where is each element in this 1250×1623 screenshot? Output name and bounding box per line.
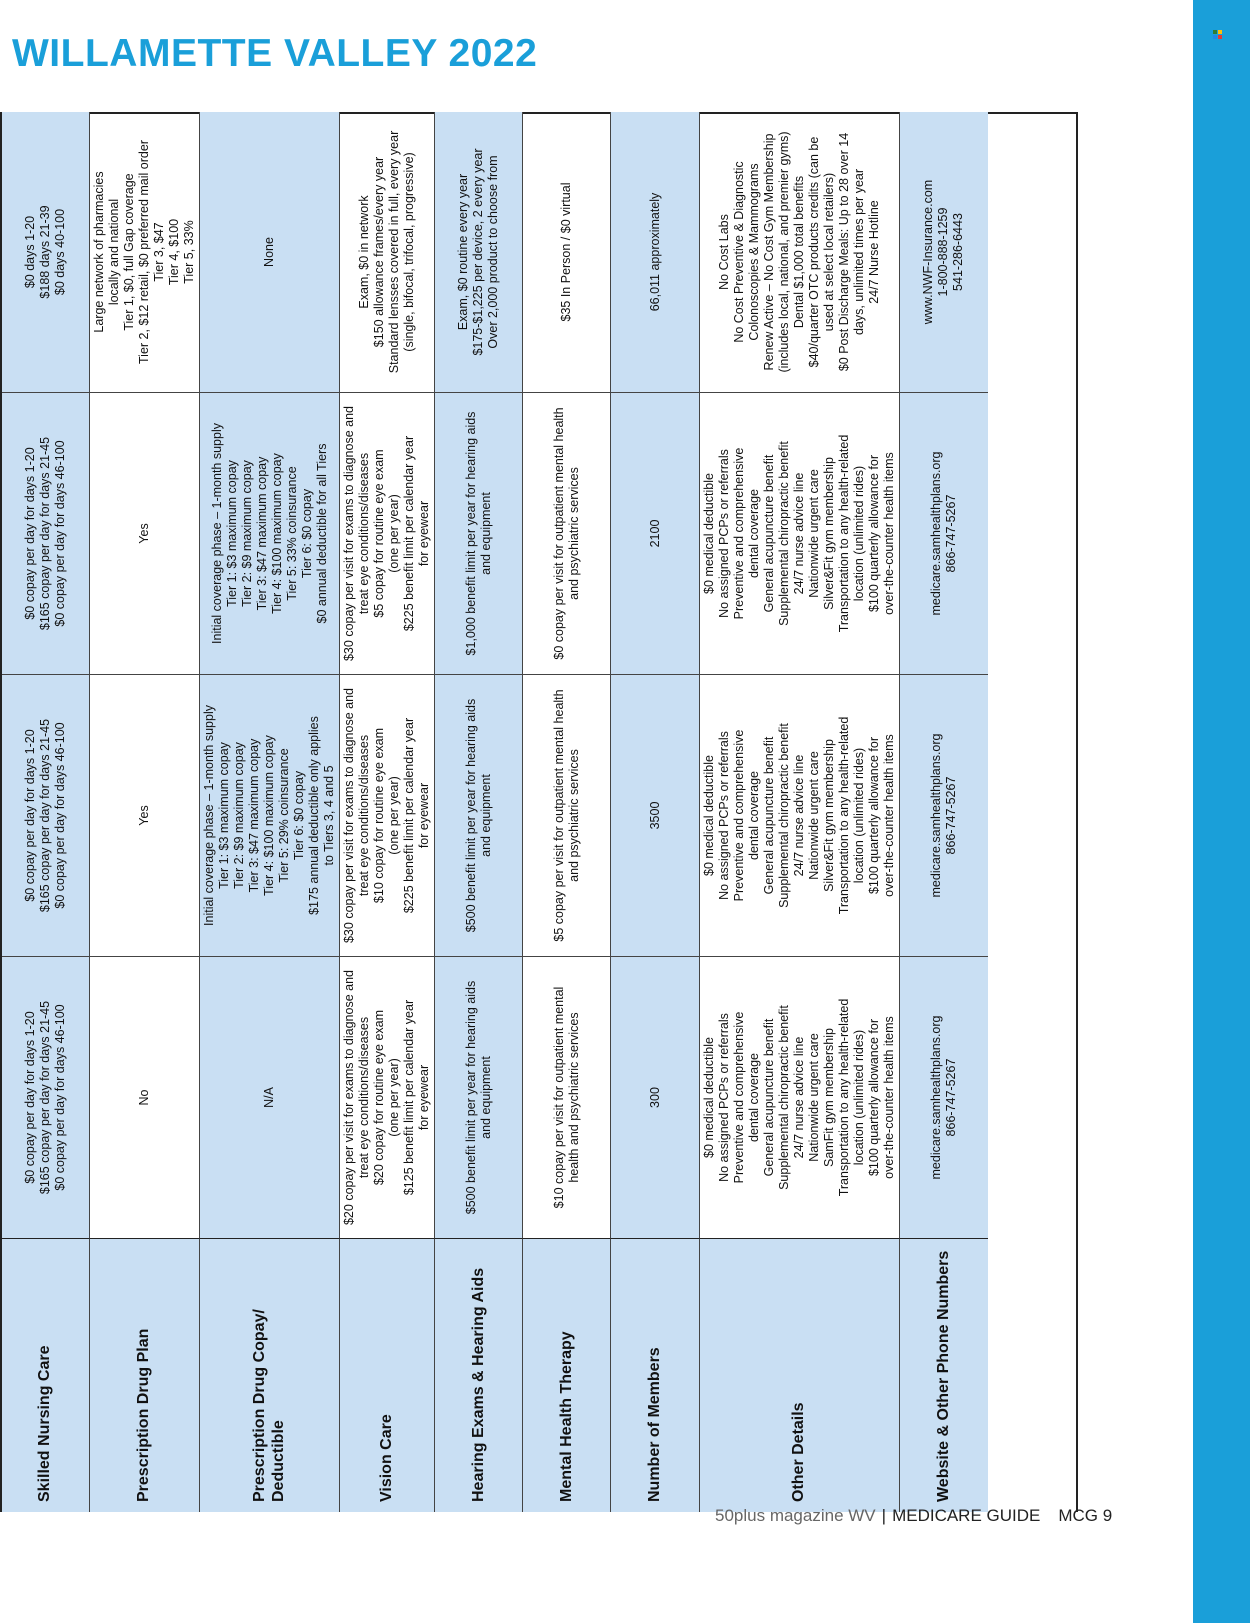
cell-skilled-nursing-care-plan-1: $0 copay per day for days 1-20 $165 copay per day for days 21-45 $0 copay per day for days 46-100 — [2, 956, 90, 1238]
footer-separator: | — [881, 1506, 887, 1525]
row-header-prescription-drug-copay-deductible: Prescription Drug Copay/ Deductible — [200, 1238, 340, 1512]
footer-page-number: MCG 9 — [1058, 1506, 1113, 1525]
cell-other-details-plan-2: $0 medical deductible No assigned PCPs or referrals Preventive and comprehensive dental coverage General acupuncture benefit Supplemental chiropractic benefit 24/7 nurse advice line Nationwide urgent care Silver&Fit gym membership Transportation to any health-related location (unlimited rides) $100 quarterly allowance for over-the-counter health items — [700, 674, 900, 956]
page-title: WILLAMETTE VALLEY 2022 — [12, 32, 538, 75]
cell-website-other-phone-numbers-plan-4: www.NWF-Insurance.com 1-800-888-1259 541-286-6443 — [900, 112, 988, 392]
cell-number-of-members-plan-1: 300 — [611, 956, 699, 1238]
cell-hearing-exams-hearing-aids-plan-3: $1,000 benefit limit per year for hearing aids and equipment — [435, 392, 523, 674]
cell-other-details-plan-3: $0 medical deductible No assigned PCPs or referrals Preventive and comprehensive dental coverage General acupuncture benefit Supplemental chiropractic benefit 24/7 nurse advice line Nationwide urgent care Silver&Fit gym membership Transportation to any health-related location (unlimited rides) $100 quarterly allowance for over-the-counter health items — [700, 392, 900, 674]
cell-prescription-drug-copay-deductible-plan-1: N/A — [200, 956, 340, 1238]
cell-prescription-drug-copay-deductible-plan-3: Initial coverage phase – 1-month supply Tier 1: $3 maximum copay Tier 2: $9 maximum copay Tier 3: $47 maximum copay Tier 4: $100 maximum copay Tier 5: 33% coinsurance Tier 6: $0 copay $0 annual deductible for all Tiers — [200, 392, 340, 674]
cell-prescription-drug-copay-deductible-plan-4: None — [200, 112, 340, 392]
comparison-table-frame — [0, 112, 1078, 1512]
page-footer — [715, 1506, 1112, 1526]
cell-prescription-drug-plan-plan-2: Yes — [90, 674, 200, 956]
cell-website-other-phone-numbers-plan-2: medicare.samhealthplans.org 866-747-5267 — [900, 674, 988, 956]
cell-hearing-exams-hearing-aids-plan-4: Exam, $0 routine every year $175-$1,225 per device, 2 every year Over 2,000 product to choose from — [435, 112, 523, 392]
cell-vision-care-plan-1: $20 copay per visit for exams to diagnose and treat eye conditions/diseases $20 copay for routine eye exam (one per year) $125 benefit limit per calendar year for eyewear — [340, 956, 435, 1238]
footer-magazine-name: 50plus magazine WV — [715, 1506, 876, 1525]
cell-skilled-nursing-care-plan-4: $0 days 1-20 $188 days 21-39 $0 days 40-100 — [2, 112, 90, 392]
cell-prescription-drug-plan-plan-1: No — [90, 956, 200, 1238]
row-header-vision-care: Vision Care — [340, 1238, 435, 1512]
row-header-number-of-members: Number of Members — [611, 1238, 699, 1512]
cell-hearing-exams-hearing-aids-plan-2: $500 benefit limit per year for hearing aids and equipment — [435, 674, 523, 956]
cell-vision-care-plan-3: $30 copay per visit for exams to diagnose and treat eye conditions/diseases $5 copay for routine eye exam (one per year) $225 benefit limit per calendar year for eyewear — [340, 392, 435, 674]
footer-section-name: MEDICARE GUIDE — [892, 1506, 1041, 1525]
medicare-plan-comparison-table — [0, 112, 1078, 1512]
row-header-prescription-drug-plan: Prescription Drug Plan — [90, 1238, 200, 1512]
cell-number-of-members-plan-3: 2100 — [611, 392, 699, 674]
cell-other-details-plan-4: No Cost Labs No Cost Preventive & Diagnostic Colonoscopies & Mammograms Renew Active – No Cost Gym Membership (includes local, national, and premier gyms) Dental $1,000 total benefits $40/quarter OTC products credits (can be used at select local retailers) $0 Post Discharge Meals: Up to 28 over 14 days, unlimited times per year 24/7 Nurse Hotline — [700, 112, 900, 392]
color-registration-mark-icon — [1213, 30, 1223, 40]
cell-mental-health-therapy-plan-2: $5 copay per visit for outpatient mental health and psychiatric services — [523, 674, 611, 956]
cell-prescription-drug-plan-plan-3: Yes — [90, 392, 200, 674]
right-color-band — [1193, 0, 1250, 1623]
row-header-other-details: Other Details — [700, 1238, 900, 1512]
cell-skilled-nursing-care-plan-2: $0 copay per day for days 1-20 $165 copay per day for days 21-45 $0 copay per day for days 46-100 — [2, 674, 90, 956]
cell-website-other-phone-numbers-plan-1: medicare.samhealthplans.org 866-747-5267 — [900, 956, 988, 1238]
cell-website-other-phone-numbers-plan-3: medicare.samhealthplans.org 866-747-5267 — [900, 392, 988, 674]
cell-mental-health-therapy-plan-3: $0 copay per visit for outpatient mental health and psychiatric services — [523, 392, 611, 674]
cell-skilled-nursing-care-plan-3: $0 copay per day for days 1-20 $165 copay per day for days 21-45 $0 copay per day for days 46-100 — [2, 392, 90, 674]
row-header-mental-health-therapy: Mental Health Therapy — [523, 1238, 611, 1512]
cell-vision-care-plan-4: Exam, $0 in network $150 allowance frames/every year Standard lensses covered in full, every year (single, bifocal, trifocal, progressive) — [340, 112, 435, 392]
cell-mental-health-therapy-plan-1: $10 copay per visit for outpatient mental health and psychiatric services — [523, 956, 611, 1238]
cell-mental-health-therapy-plan-4: $35 In Person / $0 virtual — [523, 112, 611, 392]
row-header-hearing-exams-hearing-aids: Hearing Exams & Hearing Aids — [435, 1238, 523, 1512]
cell-other-details-plan-1: $0 medical deductible No assigned PCPs or referrals Preventive and comprehensive dental coverage General acupuncture benefit Supplemental chiropractic benefit 24/7 nurse advice line Nationwide urgent care SamFit gym membership Transportation to any health-related location (unlimited rides) $100 quarterly allowance for over-the-counter health items — [700, 956, 900, 1238]
cell-number-of-members-plan-4: 66,011 approximately — [611, 112, 699, 392]
cell-vision-care-plan-2: $30 copay per visit for exams to diagnose and treat eye conditions/diseases $10 copay for routine eye exam (one per year) $225 benefit limit per calendar year for eyewear — [340, 674, 435, 956]
cell-prescription-drug-plan-plan-4: Large network of pharmacies locally and national Tier 1, $0, full Gap coverage Tier 2, $12 retail, $0 preferred mail order Tier 3, $47 Tier 4, $100 Tier 5, 33% — [90, 112, 200, 392]
row-header-website-other-phone-numbers: Website & Other Phone Numbers — [900, 1238, 988, 1512]
cell-number-of-members-plan-2: 3500 — [611, 674, 699, 956]
cell-prescription-drug-copay-deductible-plan-2: Initial coverage phase – 1-month supply Tier 1: $3 maximum copay Tier 2: $9 maximum copay Tier 3: $47 maximum copay Tier 4: $100 maximum copay Tier 5: 29% coinsurance Tier 6: $0 copay $175 annual deductible only applies to Tiers 3, 4 and 5 — [200, 674, 340, 956]
cell-hearing-exams-hearing-aids-plan-1: $500 benefit limit per year for hearing aids and equipment — [435, 956, 523, 1238]
row-header-skilled-nursing-care: Skilled Nursing Care — [2, 1238, 90, 1512]
